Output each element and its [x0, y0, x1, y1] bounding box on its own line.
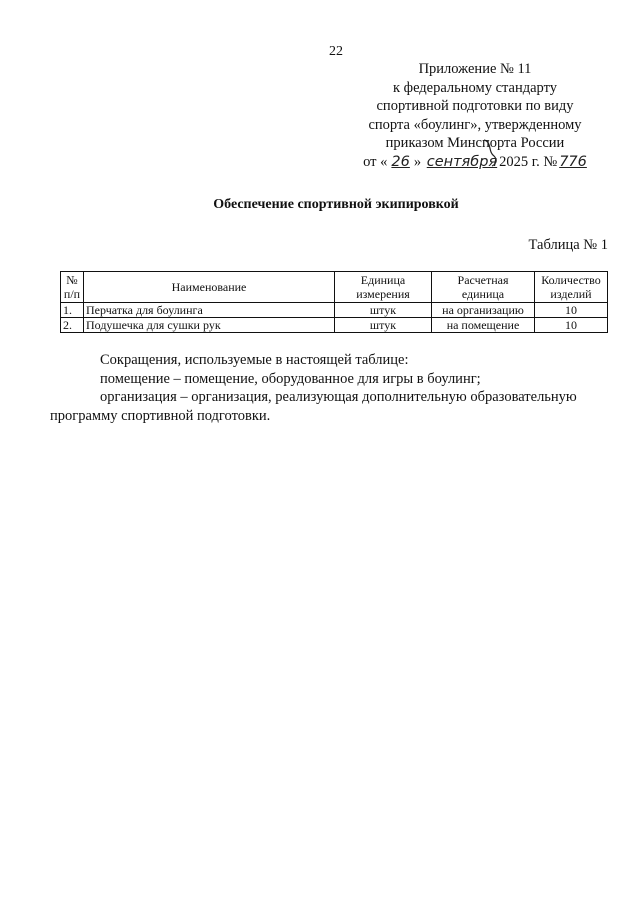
header-num-line1: №	[66, 273, 78, 287]
equipment-table	[60, 271, 608, 333]
header-num-line2: п/п	[63, 287, 81, 301]
row-calc-unit: на организацию	[432, 303, 535, 318]
table-header-row	[61, 272, 608, 303]
header-unit-line1: Единица	[360, 273, 406, 287]
annex-line-sport: спорта «боулинг», утвержденному	[368, 116, 582, 133]
row-quantity: 10	[535, 318, 608, 333]
row-name: Перчатка для боулинга	[84, 303, 335, 318]
page-number: 22	[329, 44, 343, 59]
document-title: Обеспечение спортивной экипировкой	[213, 197, 459, 212]
handwritten-day: 26	[391, 153, 410, 170]
header-qty-line1: Количество	[541, 273, 601, 287]
notes-premises: помещение – помещение, оборудованное для игры в боулинг;	[100, 370, 481, 387]
row-name: Подушечка для сушки рук	[84, 318, 335, 333]
row-calc-unit: на помещение	[432, 318, 535, 333]
date-year: 2025 г. №	[499, 153, 558, 170]
header-quantity	[535, 272, 608, 303]
table-label: Таблица № 1	[528, 237, 608, 253]
row-quantity: 10	[535, 303, 608, 318]
notes-intro: Сокращения, используемые в настоящей таблице:	[100, 352, 409, 368]
table-row	[61, 318, 608, 333]
header-unit-line2: измерения	[356, 287, 410, 301]
annex-line-standard: к федеральному стандарту	[393, 79, 557, 96]
date-mid: »	[413, 153, 422, 170]
annex-header	[340, 60, 610, 171]
header-calc-unit	[432, 272, 535, 303]
header-calc-line2: единица	[461, 287, 505, 301]
row-num: 1.	[61, 303, 84, 318]
header-calc-line1: Расчетная	[457, 273, 509, 287]
header-num	[61, 272, 84, 303]
abbreviations-notes	[50, 351, 610, 425]
handwritten-order-number: 776	[559, 153, 587, 170]
row-unit: штук	[335, 318, 432, 333]
header-unit	[335, 272, 432, 303]
notes-organization-line2: программу спортивной подготовки.	[50, 407, 271, 424]
handwritten-month: сентября	[426, 153, 498, 170]
row-unit: штук	[335, 303, 432, 318]
annex-line-training: спортивной подготовки по виду	[376, 98, 574, 114]
annex-date-line	[340, 153, 610, 172]
date-prefix: от «	[363, 153, 388, 170]
header-qty-line2: изделий	[550, 287, 592, 301]
row-num: 2.	[61, 318, 84, 333]
header-name: Наименование	[84, 272, 335, 303]
annex-line-order: приказом Минспорта России	[385, 135, 565, 151]
annex-title: Приложение № 11	[418, 61, 532, 77]
table-row	[61, 303, 608, 318]
notes-organization-line1: организация – организация, реализующая дополнительную образовательную	[100, 389, 577, 405]
